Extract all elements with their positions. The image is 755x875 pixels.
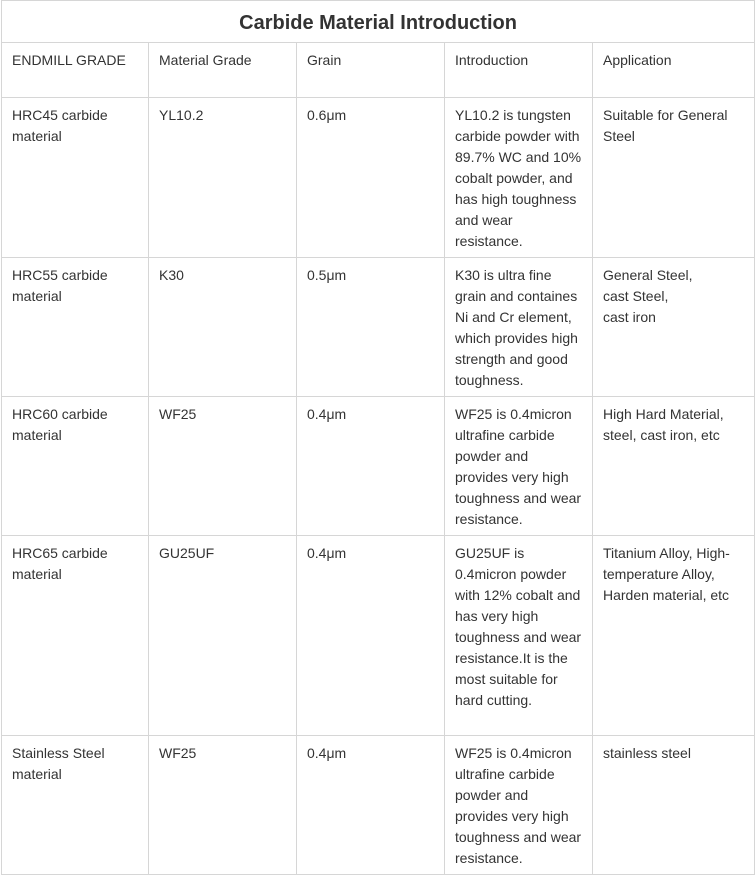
cell-grain: 0.4μm — [297, 736, 445, 875]
cell-application — [593, 536, 755, 736]
cell-introduction: YL10.2 is tungsten carbide powder with 89.7% WC and 10% cobalt powder, and has high toughness and wear resistance. — [445, 98, 593, 258]
cell-grain: 0.6μm — [297, 98, 445, 258]
application-line: cast iron — [603, 309, 656, 325]
header-application: Application — [593, 43, 755, 98]
cell-endmill-grade: HRC65 carbide material — [2, 536, 149, 736]
cell-application — [593, 736, 755, 875]
cell-introduction: WF25 is 0.4micron ultrafine carbide powder and provides very high toughness and wear resistance. — [445, 397, 593, 536]
cell-endmill-grade: HRC55 carbide material — [2, 258, 149, 397]
cell-endmill-grade: HRC45 carbide material — [2, 98, 149, 258]
table-row — [2, 736, 755, 875]
cell-application — [593, 258, 755, 397]
carbide-material-table — [1, 0, 755, 875]
cell-introduction: WF25 is 0.4micron ultrafine carbide powder and provides very high toughness and wear resistance. — [445, 736, 593, 875]
header-row — [2, 43, 755, 98]
cell-material-grade: K30 — [149, 258, 297, 397]
application-line: Titanium Alloy, High-temperature Alloy, Harden material, etc — [603, 545, 730, 603]
cell-introduction: GU25UF is 0.4micron powder with 12% cobalt and has very high toughness and wear resistance.It is the most suitable for hard cutting. — [445, 536, 593, 736]
cell-grain: 0.4μm — [297, 397, 445, 536]
cell-endmill-grade: HRC60 carbide material — [2, 397, 149, 536]
cell-introduction: K30 is ultra fine grain and containes Ni and Cr element, which provides high strength and good toughness. — [445, 258, 593, 397]
application-line: Suitable for General Steel — [603, 107, 728, 144]
table-row — [2, 98, 755, 258]
header-grain: Grain — [297, 43, 445, 98]
cell-material-grade: WF25 — [149, 736, 297, 875]
table-row — [2, 397, 755, 536]
cell-application — [593, 98, 755, 258]
cell-grain: 0.5μm — [297, 258, 445, 397]
application-line: cast Steel, — [603, 288, 669, 304]
application-line: stainless steel — [603, 745, 691, 761]
header-material-grade: Material Grade — [149, 43, 297, 98]
cell-application — [593, 397, 755, 536]
application-line: High Hard Material, steel, cast iron, etc — [603, 406, 724, 443]
cell-material-grade: WF25 — [149, 397, 297, 536]
table-row — [2, 536, 755, 736]
cell-grain: 0.4μm — [297, 536, 445, 736]
table-row — [2, 258, 755, 397]
header-introduction: Introduction — [445, 43, 593, 98]
cell-material-grade: GU25UF — [149, 536, 297, 736]
table-title: Carbide Material Introduction — [2, 1, 755, 43]
cell-material-grade: YL10.2 — [149, 98, 297, 258]
application-line: General Steel, — [603, 267, 693, 283]
cell-endmill-grade: Stainless Steel material — [2, 736, 149, 875]
title-row — [2, 1, 755, 43]
header-endmill-grade: ENDMILL GRADE — [2, 43, 149, 98]
